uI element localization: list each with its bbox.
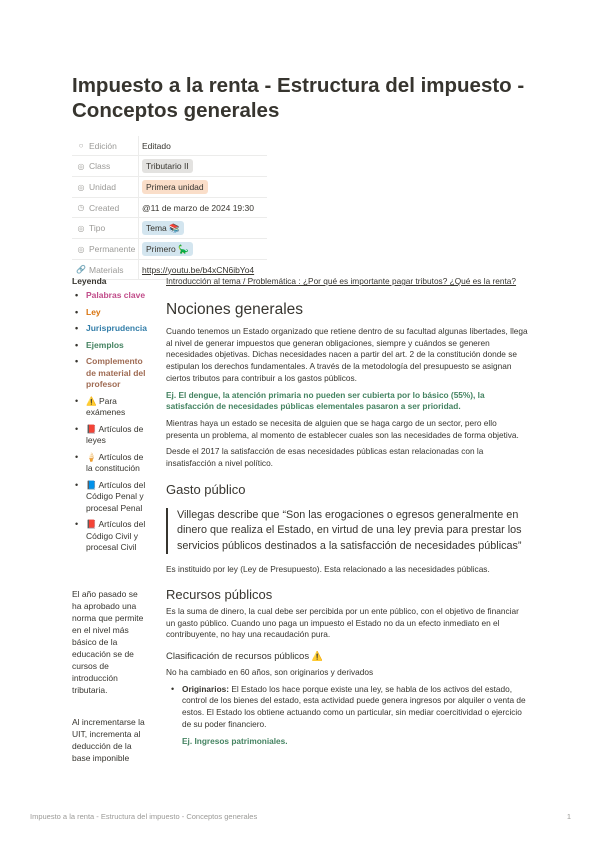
legend-item: • Complemento de material del profesor	[72, 356, 148, 391]
property-tipo[interactable]: ◎ Tipo Tema 📚	[72, 218, 267, 239]
paragraph: No ha cambiado en 60 años, son originarios y derivados	[166, 667, 374, 678]
legend-item: • ⚠️ Para exámenes	[72, 396, 148, 419]
property-edicion-value: Editado	[142, 140, 171, 151]
materials-link[interactable]: https://youtu.be/b4xCN6ibYo4	[142, 264, 255, 275]
select-icon: ◎	[77, 161, 85, 171]
created-value: @11 de marzo de 2024 19:30	[142, 202, 254, 213]
legend-item: • 📕 Artículos del Código Civil y procesal Civil	[72, 519, 148, 554]
class-tag: Tributario II	[142, 159, 193, 173]
select-icon: ◎	[77, 182, 85, 192]
paragraph: Es la suma de dinero, la cual debe ser percibida por un ente público, con el objetivo de financiar un gasto público. Cuando uno paga un impuesto el Estado no da un efecto inmediato en el contribuyente, no hay una recaudación pura.	[166, 605, 519, 640]
heading-gasto-publico: Gasto público	[166, 481, 246, 497]
property-edicion[interactable]: ○ Edición Editado	[72, 136, 267, 156]
status-icon: ○	[78, 141, 84, 150]
paragraph: Es instituido por ley (Ley de Presupuesto). Esta relacionado a las necesidades públicas.	[166, 564, 490, 575]
warning-icon: ⚠️	[311, 651, 323, 662]
property-unidad[interactable]: ◎ Unidad Primera unidad	[72, 177, 267, 198]
property-materials[interactable]: 🔗 Materials https://youtu.be/b4xCN6ibYo4	[72, 260, 267, 280]
legend-item: • Ley	[72, 307, 148, 319]
page-number: 1	[566, 812, 571, 821]
heading-clasificacion: Clasificación de recursos públicos ⚠️	[166, 651, 323, 663]
dinosaur-icon: 🦕	[178, 244, 189, 254]
permanente-tag: Primero 🦕	[142, 242, 193, 256]
property-class[interactable]: ◎ Class Tributario II	[72, 156, 267, 177]
footer-title: Impuesto a la renta - Estructura del impuesto - Conceptos generales	[30, 812, 258, 821]
select-icon: ◎	[77, 223, 85, 233]
paragraph: Desde el 2017 la satisfacción de esas necesidades públicas estan relacionadas con la insatisfacción a nivel político.	[166, 446, 484, 469]
tipo-tag: Tema 📚	[142, 221, 184, 235]
legend-list	[72, 290, 148, 554]
quote-block: Villegas describe que “Son las erogaciones o egresos generalmente en dinero que realiza el Estado, en virtud de una ley previa para prestar los servicios públicos destinados a la satisfacción de necesidades públicas”	[166, 508, 528, 555]
legend-item: • Palabras clave	[72, 290, 148, 302]
property-created[interactable]: ◷ Created @11 de marzo de 2024 19:30	[72, 198, 267, 218]
main-content	[166, 276, 528, 747]
paragraph: Mientras haya un estado se necesita de alguien que se haga cargo de un sector, pero ello presenta un problema, al momento de establecer cuales son las necesidades de forma objetiva.	[166, 417, 519, 440]
list-item-originarios: • Originarios: El Estado los hace porque existe una ley, se habla de los activos del estado, control de los bienes del estado, esta actividad puede genera ingresos por alquiler o venta de estos. El Estado los obtiene actuando como un particular, sin mediar coercitividad o ejercicio de su poder financiero.	[166, 684, 528, 731]
breadcrumb[interactable]: Introducción al tema / Problemática : ¿Por qué es importante pagar tributos? ¿Qué es la renta?	[166, 276, 517, 286]
heading-recursos-publicos: Recursos públicos	[166, 586, 273, 602]
legend-title: Leyenda	[72, 276, 107, 286]
legend-item: • 📕 Artículos de leyes	[72, 424, 148, 447]
page-title: Impuesto a la renta - Estructura del impuesto - Conceptos generales	[72, 74, 525, 122]
side-note: El año pasado se ha aprobado una norma que permite en el nivel más básico de la educación se de cursos de introducción tributaria.	[72, 589, 144, 695]
legend-item: • Ejemplos	[72, 340, 148, 352]
properties-table	[72, 136, 267, 280]
unidad-tag: Primera unidad	[142, 180, 208, 194]
legend	[72, 276, 148, 559]
example-paragraph: Ej. El dengue, la atención primaria no pueden ser cubierta por lo básico (55%), la satisfacción de necesidades públicas elementales pasaron a ser prioridad.	[166, 389, 485, 412]
legend-item: • 📘 Artículos del Código Penal y procesal Penal	[72, 480, 148, 515]
side-note: Al incrementarse la UIT, incrementa al deducción de la base imponible	[72, 717, 145, 763]
select-icon: ◎	[77, 244, 85, 254]
paragraph: Cuando tenemos un Estado organizado que retiene dentro de su facultad algunas libertades, llega al nivel de generar impuestos que generan obligaciones, siempre y cuándos se generen necesidades objetivas. Dichas necesidades nacen a partir del art. 2 de la constitución donde se estipulan los derechos fundamentales. A través de la metodología del presupuesto se asignan ciertos tributos para contribuir a los gastos públicos.	[166, 326, 528, 383]
legend-item: • Jurisprudencia	[72, 323, 148, 335]
property-permanente[interactable]: ◎ Permanente Primero 🦕	[72, 239, 267, 260]
link-icon: 🔗	[76, 265, 86, 274]
clock-icon: ◷	[77, 203, 85, 212]
legend-item: • 🍦 Artículos de la constitución	[72, 452, 148, 475]
example-paragraph: Ej. Ingresos patrimoniales.	[182, 735, 288, 746]
heading-nociones: Nociones generales	[166, 301, 304, 318]
books-icon: 📚	[169, 223, 180, 233]
